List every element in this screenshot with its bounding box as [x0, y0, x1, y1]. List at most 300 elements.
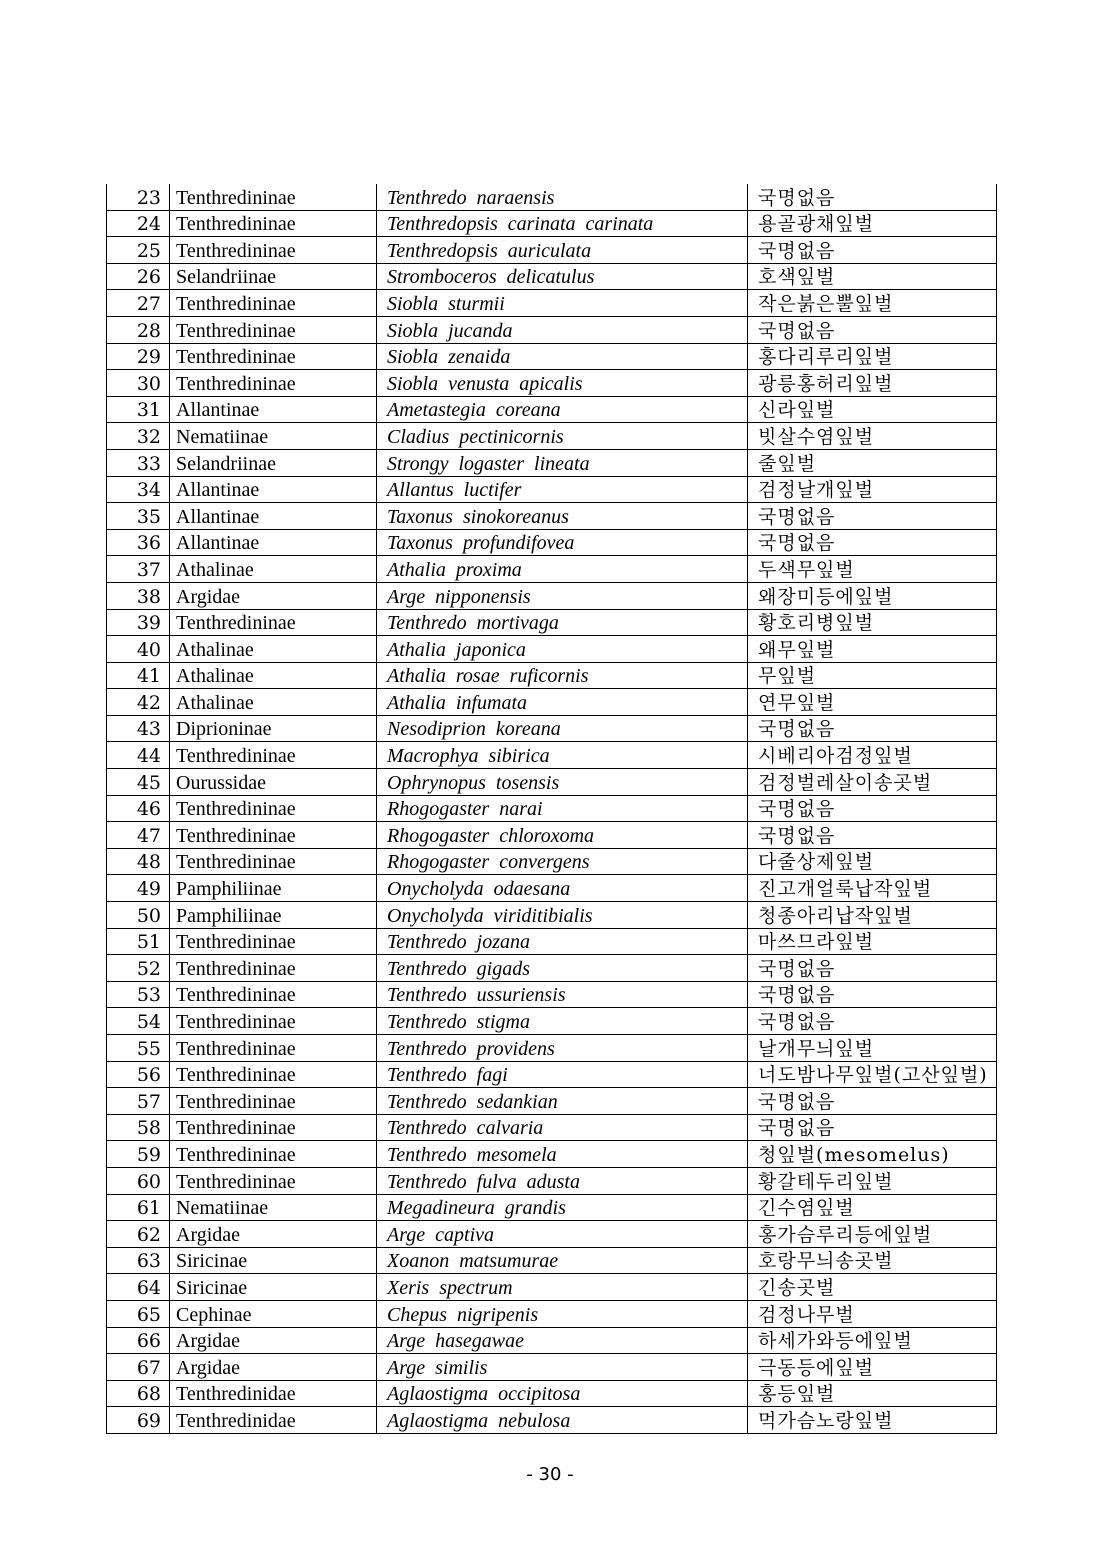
korean-name: 신라잎벌 [758, 399, 836, 422]
korean-name-cell [748, 795, 997, 822]
row-number: 23 [136, 186, 161, 209]
row-number: 68 [136, 1383, 161, 1406]
subfamily-name-cell [170, 263, 377, 290]
subfamily-name-cell [170, 769, 377, 796]
table-row [107, 928, 997, 955]
scientific-name: Siobla jucanda [387, 319, 513, 342]
table-row [107, 449, 997, 476]
scientific-name-cell [377, 582, 748, 609]
subfamily-name-cell [170, 1300, 377, 1327]
table-row [107, 875, 997, 902]
scientific-name-cell [377, 1167, 748, 1194]
subfamily-name-cell [170, 1088, 377, 1115]
scientific-name-cell [377, 955, 748, 982]
subfamily-name: Nematiinae [176, 425, 269, 448]
row-number-cell [107, 1327, 170, 1354]
table-row [107, 316, 997, 343]
subfamily-name: Athalinae [176, 691, 254, 714]
table-row [107, 582, 997, 609]
subfamily-name: Nematiinae [176, 1197, 269, 1220]
subfamily-name-cell [170, 237, 377, 264]
korean-name: 청잎벌(mesomelus) [758, 1143, 950, 1166]
row-number-cell [107, 769, 170, 796]
scientific-name-cell [377, 928, 748, 955]
korean-name-cell [748, 1167, 997, 1194]
korean-name: 국명없음 [758, 957, 836, 980]
korean-name: 검정벌레살이송곳벌 [758, 771, 933, 794]
subfamily-name-cell [170, 529, 377, 556]
page-number: - 30 - [526, 1464, 574, 1485]
row-number: 64 [136, 1276, 161, 1299]
scientific-name: Xoanon matsumurae [387, 1250, 559, 1273]
subfamily-name: Allantinae [176, 399, 260, 422]
subfamily-name-cell [170, 1221, 377, 1248]
scientific-name-cell [377, 449, 748, 476]
subfamily-name: Tenthredininae [176, 1037, 296, 1060]
scientific-name: Aglaostigma nebulosa [387, 1409, 571, 1432]
scientific-name: Tenthredo mesomela [387, 1143, 557, 1166]
subfamily-name: Tenthredininae [176, 612, 296, 635]
table-row [107, 1354, 997, 1381]
subfamily-name: Cephinae [176, 1303, 252, 1326]
scientific-name: Athalia proxima [387, 558, 522, 581]
row-number: 54 [136, 1011, 161, 1033]
subfamily-name-cell [170, 955, 377, 982]
korean-name-cell [748, 316, 997, 343]
korean-name-cell [748, 662, 997, 689]
korean-name: 왜장미등에잎벌 [758, 585, 894, 608]
korean-name-cell [748, 689, 997, 716]
subfamily-name: Pamphiliinae [176, 904, 282, 927]
korean-name-cell [748, 1114, 997, 1141]
scientific-name-cell [377, 1327, 748, 1354]
subfamily-name-cell [170, 928, 377, 955]
korean-name-cell [748, 449, 997, 476]
scientific-name-cell [377, 1247, 748, 1274]
korean-name: 빗살수염잎벌 [758, 425, 875, 448]
korean-name-cell [748, 396, 997, 423]
subfamily-name-cell [170, 1274, 377, 1301]
scientific-name-cell [377, 423, 748, 450]
korean-name-cell [748, 423, 997, 450]
korean-name-cell [748, 1194, 997, 1221]
row-number-cell [107, 1247, 170, 1274]
korean-name-cell [748, 503, 997, 530]
korean-name: 국명없음 [758, 505, 836, 528]
scientific-name: Tenthredo naraensis [387, 186, 555, 209]
subfamily-name: Tenthredininae [176, 292, 296, 315]
scientific-name: Chepus nigripenis [387, 1303, 539, 1326]
table-row [107, 370, 997, 397]
row-number: 24 [136, 213, 161, 236]
row-number: 59 [136, 1143, 161, 1166]
korean-name-cell [748, 636, 997, 663]
korean-name-cell [748, 237, 997, 264]
row-number: 50 [136, 904, 161, 927]
scientific-name: Macrophya sibirica [387, 745, 550, 768]
korean-name: 홍가슴루리등에잎벌 [758, 1223, 933, 1246]
row-number: 27 [136, 292, 161, 315]
subfamily-name-cell [170, 795, 377, 822]
row-number-cell [107, 848, 170, 875]
scientific-name: Onycholyda odaesana [387, 878, 571, 901]
subfamily-name: Tenthredininae [176, 957, 296, 980]
table-row [107, 396, 997, 423]
row-number: 26 [136, 266, 161, 289]
korean-name-cell [748, 1247, 997, 1274]
scientific-name-cell [377, 503, 748, 530]
korean-name: 먹가슴노랑잎벌 [758, 1409, 894, 1432]
row-number-cell [107, 662, 170, 689]
korean-name: 극동등에잎벌 [758, 1356, 875, 1379]
subfamily-name: Tenthredininae [176, 984, 296, 1007]
subfamily-name-cell [170, 742, 377, 769]
row-number: 66 [136, 1330, 161, 1353]
subfamily-name: Selandriinae [176, 452, 276, 475]
korean-name-cell [748, 769, 997, 796]
row-number-cell [107, 1221, 170, 1248]
row-number-cell [107, 1088, 170, 1115]
scientific-name-cell [377, 1300, 748, 1327]
row-number-cell [107, 1141, 170, 1168]
scientific-name: Stromboceros delicatulus [387, 266, 595, 289]
scientific-name-cell [377, 1407, 748, 1434]
row-number-cell [107, 795, 170, 822]
row-number: 40 [136, 638, 161, 661]
korean-name: 국명없음 [758, 984, 836, 1007]
row-number: 25 [136, 239, 161, 262]
row-number-cell [107, 636, 170, 663]
row-number: 36 [136, 532, 161, 555]
scientific-name: Siobla venusta apicalis [387, 372, 583, 395]
korean-name: 광릉홍허리잎벌 [758, 372, 894, 395]
table-row [107, 769, 997, 796]
scientific-name-cell [377, 1035, 748, 1062]
korean-name: 마쓰므라잎벌 [758, 931, 875, 954]
row-number-cell [107, 1061, 170, 1088]
row-number-cell [107, 237, 170, 264]
korean-name-cell [748, 848, 997, 875]
korean-name-cell [748, 1407, 997, 1434]
scientific-name: Megadineura grandis [387, 1197, 566, 1220]
subfamily-name-cell [170, 1061, 377, 1088]
scientific-name-cell [377, 1061, 748, 1088]
subfamily-name: Tenthredininae [176, 798, 296, 821]
subfamily-name-cell [170, 848, 377, 875]
subfamily-name: Tenthredininae [176, 1117, 296, 1140]
table-row [107, 1274, 997, 1301]
scientific-name-cell [377, 715, 748, 742]
subfamily-name: Argidae [176, 1223, 241, 1246]
subfamily-name-cell [170, 662, 377, 689]
scientific-name-cell [377, 769, 748, 796]
korean-name-cell [748, 263, 997, 290]
subfamily-name: Pamphiliinae [176, 878, 282, 901]
row-number-cell [107, 1300, 170, 1327]
row-number-cell [107, 902, 170, 929]
table-row [107, 237, 997, 264]
subfamily-name-cell [170, 210, 377, 237]
table-row [107, 1114, 997, 1141]
table-row [107, 1300, 997, 1327]
scientific-name-cell [377, 1380, 748, 1407]
korean-name: 국명없음 [758, 1090, 836, 1113]
korean-name-cell [748, 370, 997, 397]
row-number-cell [107, 822, 170, 849]
table-row [107, 343, 997, 370]
subfamily-name: Athalinae [176, 558, 254, 581]
row-number-cell [107, 689, 170, 716]
scientific-name-cell [377, 902, 748, 929]
row-number: 38 [136, 585, 161, 608]
scientific-name: Aglaostigma occipitosa [387, 1383, 581, 1406]
row-number: 28 [136, 319, 161, 342]
species-table-body [107, 184, 997, 1433]
scientific-name: Rhogogaster chloroxoma [387, 824, 595, 847]
subfamily-name: Tenthredininae [176, 1011, 296, 1033]
korean-name: 하세가와등에잎벌 [758, 1330, 913, 1353]
scientific-name: Taxonus profundifovea [387, 532, 575, 555]
table-row [107, 1035, 997, 1062]
korean-name: 왜무잎벌 [758, 638, 836, 661]
row-number: 45 [136, 771, 161, 794]
row-number: 56 [136, 1064, 161, 1087]
scientific-name: Ophrynopus tosensis [387, 771, 560, 794]
korean-name-cell [748, 1380, 997, 1407]
scientific-name-cell [377, 1194, 748, 1221]
scientific-name-cell [377, 1354, 748, 1381]
subfamily-name: Tenthredinidae [176, 1383, 296, 1406]
korean-name: 국명없음 [758, 532, 836, 555]
subfamily-name: Tenthredininae [176, 186, 296, 209]
subfamily-name-cell [170, 981, 377, 1008]
korean-name: 국명없음 [758, 319, 836, 342]
table-row [107, 290, 997, 317]
subfamily-name: Selandriinae [176, 266, 276, 289]
row-number: 55 [136, 1037, 161, 1060]
subfamily-name: Tenthredininae [176, 1090, 296, 1113]
subfamily-name-cell [170, 1141, 377, 1168]
korean-name: 홍다리루리잎벌 [758, 346, 894, 369]
row-number-cell [107, 1354, 170, 1381]
row-number: 62 [136, 1223, 161, 1246]
table-row [107, 609, 997, 636]
korean-name: 국명없음 [758, 718, 836, 741]
table-row [107, 848, 997, 875]
subfamily-name-cell [170, 1380, 377, 1407]
row-number-cell [107, 1407, 170, 1434]
korean-name-cell [748, 1327, 997, 1354]
scientific-name-cell [377, 795, 748, 822]
korean-name: 두색무잎벌 [758, 558, 855, 581]
scientific-name-cell [377, 316, 748, 343]
row-number: 69 [136, 1409, 161, 1432]
row-number: 37 [136, 558, 161, 581]
table-row [107, 1221, 997, 1248]
scientific-name: Tenthredo providens [387, 1037, 555, 1060]
row-number-cell [107, 370, 170, 397]
subfamily-name-cell [170, 423, 377, 450]
row-number: 30 [136, 372, 161, 395]
row-number: 63 [136, 1250, 161, 1273]
korean-name: 국명없음 [758, 824, 836, 847]
korean-name-cell [748, 715, 997, 742]
table-row [107, 955, 997, 982]
korean-name: 황갈테두리잎벌 [758, 1170, 894, 1193]
subfamily-name-cell [170, 184, 377, 210]
scientific-name-cell [377, 609, 748, 636]
row-number-cell [107, 1194, 170, 1221]
row-number-cell [107, 875, 170, 902]
korean-name-cell [748, 1035, 997, 1062]
scientific-name-cell [377, 237, 748, 264]
table-row [107, 1167, 997, 1194]
scientific-name-cell [377, 1008, 748, 1035]
table-row [107, 184, 997, 210]
scientific-name: Tenthredo calvaria [387, 1117, 544, 1140]
row-number-cell [107, 928, 170, 955]
row-number-cell [107, 1380, 170, 1407]
scientific-name-cell [377, 1088, 748, 1115]
scientific-name: Ametastegia coreana [387, 399, 561, 422]
table-row [107, 1407, 997, 1434]
table-row [107, 1194, 997, 1221]
subfamily-name: Athalinae [176, 665, 254, 688]
korean-name-cell [748, 1008, 997, 1035]
scientific-name-cell [377, 848, 748, 875]
row-number-cell [107, 476, 170, 503]
scientific-name-cell [377, 1274, 748, 1301]
subfamily-name: Tenthredininae [176, 213, 296, 236]
row-number-cell [107, 263, 170, 290]
scientific-name-cell [377, 556, 748, 583]
table-row [107, 1141, 997, 1168]
scientific-name: Rhogogaster narai [387, 798, 543, 821]
table-row [107, 503, 997, 530]
table-row [107, 210, 997, 237]
korean-name-cell [748, 1300, 997, 1327]
row-number: 46 [136, 798, 161, 821]
subfamily-name-cell [170, 556, 377, 583]
korean-name: 호랑무늬송곳벌 [758, 1250, 894, 1273]
korean-name-cell [748, 184, 997, 210]
korean-name-cell [748, 1088, 997, 1115]
subfamily-name-cell [170, 449, 377, 476]
table-row [107, 423, 997, 450]
korean-name: 용골광채잎벌 [758, 213, 875, 236]
subfamily-name-cell [170, 875, 377, 902]
subfamily-name: Allantinae [176, 532, 260, 555]
table-row [107, 1088, 997, 1115]
korean-name-cell [748, 476, 997, 503]
korean-name-cell [748, 343, 997, 370]
scientific-name: Athalia rosae ruficornis [387, 665, 589, 688]
scientific-name: Athalia infumata [387, 691, 527, 714]
scientific-name-cell [377, 529, 748, 556]
scientific-name-cell [377, 822, 748, 849]
row-number-cell [107, 503, 170, 530]
table-row [107, 822, 997, 849]
subfamily-name: Tenthredininae [176, 346, 296, 369]
scientific-name-cell [377, 370, 748, 397]
korean-name-cell [748, 822, 997, 849]
korean-name: 긴송곳벌 [758, 1276, 836, 1299]
subfamily-name-cell [170, 689, 377, 716]
scientific-name: Onycholyda viriditibialis [387, 904, 593, 927]
scientific-name-cell [377, 1221, 748, 1248]
row-number-cell [107, 582, 170, 609]
scientific-name: Rhogogaster convergens [387, 851, 590, 874]
scientific-name-cell [377, 662, 748, 689]
korean-name-cell [748, 875, 997, 902]
korean-name-cell [748, 582, 997, 609]
table-row [107, 636, 997, 663]
row-number: 32 [136, 425, 161, 448]
subfamily-name-cell [170, 582, 377, 609]
subfamily-name: Tenthredininae [176, 1143, 296, 1166]
row-number: 47 [136, 824, 161, 847]
korean-name: 날개무늬잎벌 [758, 1037, 875, 1060]
subfamily-name: Tenthredinidae [176, 1409, 296, 1432]
korean-name: 무잎벌 [758, 665, 817, 688]
row-number: 53 [136, 984, 161, 1007]
subfamily-name: Tenthredininae [176, 239, 296, 262]
scientific-name: Tenthredo sedankian [387, 1090, 558, 1113]
subfamily-name-cell [170, 1354, 377, 1381]
korean-name: 호색잎벌 [758, 266, 836, 289]
table-row [107, 1008, 997, 1035]
row-number: 31 [136, 399, 161, 422]
row-number: 41 [136, 665, 161, 688]
scientific-name-cell [377, 290, 748, 317]
table-row [107, 1380, 997, 1407]
subfamily-name: Siricinae [176, 1276, 248, 1299]
scientific-name: Strongy logaster lineata [387, 452, 590, 475]
scientific-name-cell [377, 396, 748, 423]
korean-name-cell [748, 1274, 997, 1301]
subfamily-name: Athalinae [176, 638, 254, 661]
scientific-name: Xeris spectrum [387, 1276, 513, 1299]
row-number-cell [107, 1274, 170, 1301]
korean-name-cell [748, 981, 997, 1008]
subfamily-name-cell [170, 503, 377, 530]
subfamily-name: Argidae [176, 585, 241, 608]
table-row [107, 689, 997, 716]
table-row [107, 662, 997, 689]
subfamily-name: Allantinae [176, 479, 260, 502]
scientific-name: Tenthredo gigads [387, 957, 530, 980]
row-number-cell [107, 955, 170, 982]
korean-name: 황호리병잎벌 [758, 612, 875, 635]
korean-name-cell [748, 210, 997, 237]
korean-name: 줄잎벌 [758, 452, 817, 475]
subfamily-name: Tenthredininae [176, 372, 296, 395]
korean-name: 국명없음 [758, 798, 836, 821]
scientific-name: Siobla sturmii [387, 292, 505, 315]
row-number: 49 [136, 878, 161, 901]
scientific-name-cell [377, 1141, 748, 1168]
korean-name: 연무잎벌 [758, 691, 836, 714]
korean-name-cell [748, 1354, 997, 1381]
korean-name: 진고개얼룩납작잎벌 [758, 878, 933, 901]
row-number-cell [107, 343, 170, 370]
row-number-cell [107, 556, 170, 583]
scientific-name-cell [377, 1114, 748, 1141]
scientific-name: Tenthredo stigma [387, 1011, 530, 1033]
korean-name-cell [748, 1221, 997, 1248]
row-number-cell [107, 609, 170, 636]
subfamily-name-cell [170, 1035, 377, 1062]
